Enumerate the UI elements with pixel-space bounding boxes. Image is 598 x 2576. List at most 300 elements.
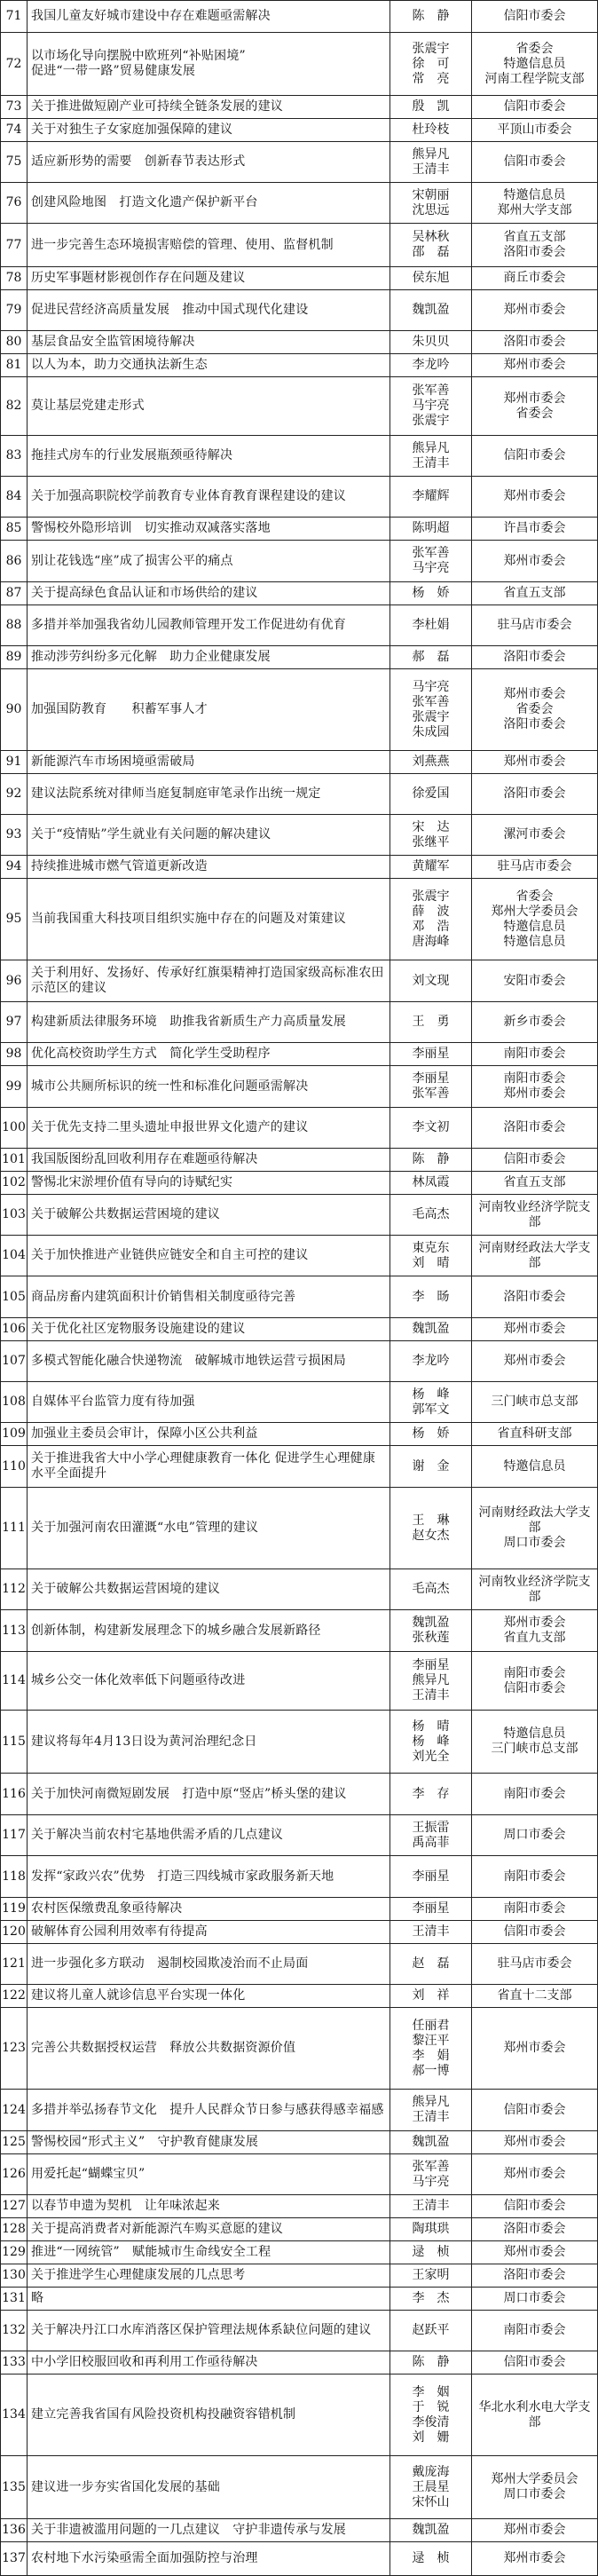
author-names: 王清丰: [390, 1921, 472, 1943]
table-row: [1, 1815, 597, 1856]
row-number: 109: [1, 1423, 28, 1445]
author-unit: 郑州市委会: [503, 2041, 566, 2055]
row-number: 104: [1, 1236, 28, 1276]
table-row: [1, 2542, 597, 2576]
proposal-title: 莫让基层党建走形式: [28, 377, 390, 435]
author-unit: 郑州市委会: [503, 2551, 566, 2565]
table-row: [1, 436, 597, 477]
proposal-title: 中小学旧校服回收和再利用工作亟待解决: [28, 2351, 390, 2374]
row-number: 123: [1, 2008, 28, 2089]
row-number: 81: [1, 354, 28, 376]
author-unit: 南阳市委会 郑州市委会: [503, 1071, 566, 1101]
author-names: 毛高杰: [390, 1195, 472, 1235]
proposal-title: 关于推进做短剧产业可持续全链条发展的建议: [28, 96, 390, 118]
row-number: 78: [1, 267, 28, 289]
proposal-title: 推进“一网统管” 赋能城市生命线安全工程: [28, 2241, 390, 2264]
row-number: 84: [1, 477, 28, 517]
table-row: [1, 1488, 597, 1569]
table-row: [1, 1236, 597, 1276]
author-unit: 河南牧业经济学院支部: [478, 1199, 591, 1229]
row-number: 73: [1, 96, 28, 118]
table-row: [1, 1066, 597, 1108]
proposal-title: 关于加强高职院校学前教育专业体育教育课程建设的建议: [28, 477, 390, 517]
row-number: 122: [1, 1985, 28, 2007]
table-row: [1, 331, 597, 354]
table-row: [1, 1610, 597, 1652]
author-unit: 省直十二支部: [497, 1988, 572, 2003]
row-number: 129: [1, 2241, 28, 2264]
author-names: 张震宇 薛 波 邓 浩 唐海峰: [390, 879, 472, 960]
row-number: 118: [1, 1856, 28, 1897]
row-number: 126: [1, 2154, 28, 2194]
proposal-title: 建议将每年4月13日设为黄河治理纪念日: [28, 1711, 390, 1773]
table-row: [1, 879, 597, 960]
author-names: 魏凯盈 张秋莲: [390, 1610, 472, 1651]
author-names: 任丽君 黎汪平 李 娟 郝一博: [390, 2008, 472, 2089]
author-unit: 郑州市委会: [503, 2135, 566, 2149]
author-unit: 信阳市委会: [503, 2355, 566, 2369]
proposal-title: 商品房畜内建筑面积计价销售相关制度亟待完善: [28, 1276, 390, 1317]
author-unit: 洛阳市委会: [503, 1120, 566, 1134]
row-number: 114: [1, 1652, 28, 1710]
row-number: 91: [1, 751, 28, 773]
proposal-title: 完善公共数据授权运营 释放公共数据资源价值: [28, 2008, 390, 2089]
author-names: 陶琪珙: [390, 2218, 472, 2240]
author-unit: 驻马店市委会: [497, 859, 572, 873]
author-unit: 省直五支部: [503, 586, 566, 600]
proposal-title: 关于非遗被滥用问题的一几点建议 守护非遗传承与发展: [28, 2519, 390, 2541]
author-unit: 南阳市委会 信阳市委会: [503, 1665, 566, 1695]
table-row: [1, 354, 597, 377]
author-unit: 郑州市委会: [503, 2245, 566, 2259]
table-row: [1, 1774, 597, 1815]
proposal-title: 警惕校外隐形培训 切实推动双减落实落地: [28, 518, 390, 540]
row-number: 128: [1, 2218, 28, 2240]
proposal-title: 构建新质法律服务环境 助推我省新质生产力高质量发展: [28, 1002, 390, 1042]
author-unit: 郑州市委会: [503, 2167, 566, 2181]
author-unit: 郑州市委会: [503, 553, 566, 568]
author-names: 张震宇 徐 可 常 亮: [390, 33, 472, 95]
row-number: 110: [1, 1446, 28, 1487]
proposal-title: 多模式智能化融合快递物流 破解城市地铁运营亏损困局: [28, 1341, 390, 1381]
proposal-title: 关于加快河南微短剧发展 打造中原“竖店”桥头堡的建议: [28, 1774, 390, 1814]
author-names: 宋 达 张继平: [390, 815, 472, 855]
proposal-title: 略: [28, 2288, 390, 2310]
row-number: 102: [1, 1172, 28, 1194]
author-unit: 省直科研支部: [497, 1426, 572, 1441]
row-number: 121: [1, 1944, 28, 1984]
proposal-title: 建立完善我省国有风险投资机构投融资容错机制: [28, 2375, 390, 2455]
row-number: 135: [1, 2456, 28, 2518]
author-unit: 特邀信息员: [503, 1458, 566, 1474]
table-row: [1, 2218, 597, 2241]
author-names: 宋朝丽 沈思远: [390, 183, 472, 223]
author-names: 魏凯盈: [390, 1318, 472, 1340]
row-number: 111: [1, 1488, 28, 1569]
author-unit: 郑州市委会: [503, 358, 566, 372]
author-unit: 特邀信息员 三门峡市总支部: [491, 1727, 578, 1756]
table-row: [1, 669, 597, 751]
author-names: 林凤霞: [390, 1172, 472, 1194]
row-number: 76: [1, 183, 28, 223]
author-unit: 南阳市委会: [503, 2323, 566, 2337]
author-unit: 洛阳市委会: [503, 2268, 566, 2282]
author-names: 张军善 马宇亮: [390, 2154, 472, 2194]
table-row: [1, 2154, 597, 2195]
author-unit: 信阳市委会: [503, 1152, 566, 1166]
row-number: 132: [1, 2311, 28, 2351]
proposal-title: 关于利用好、发扬好、传承好红旗渠精神打造国家级高标准农田示范区的建议: [28, 960, 390, 1001]
author-names: 陈明超: [390, 518, 472, 540]
table-row: [1, 477, 597, 518]
row-number: 92: [1, 774, 28, 814]
proposal-title: 加强国防教育 积蓄军事人才: [28, 669, 390, 750]
proposal-title: 关于提高绿色食品认证和市场供给的建议: [28, 582, 390, 604]
table-row: [1, 1195, 597, 1236]
table-row: [1, 960, 597, 1002]
author-names: 李 存: [390, 1774, 472, 1814]
table-row: [1, 1921, 597, 1944]
author-unit: 信阳市委会: [503, 2102, 566, 2117]
author-unit: 洛阳市委会: [503, 650, 566, 664]
proposal-title: 用爱托起“蝴蝶宝贝”: [28, 2154, 390, 2194]
row-number: 100: [1, 1108, 28, 1148]
row-number: 105: [1, 1276, 28, 1317]
table-row: [1, 1318, 597, 1341]
proposal-title: 关于优化社区宠物服务设施建设的建议: [28, 1318, 390, 1340]
table-row: [1, 1172, 597, 1195]
proposal-title: 促进民营经济高质量发展 推动中国式现代化建设: [28, 290, 390, 330]
proposal-title: 建议法院系统对律师当庭复制庭审笔录作出统一规定: [28, 774, 390, 814]
table-row: [1, 774, 597, 815]
table-row: [1, 142, 597, 183]
author-names: 王 琳 赵女杰: [390, 1488, 472, 1569]
author-unit: 信阳市委会: [503, 448, 566, 462]
proposal-title: 新能源汽车市场困境亟需破局: [28, 751, 390, 773]
author-names: 杨 娇: [390, 582, 472, 604]
author-unit: 洛阳市委会: [503, 1289, 566, 1304]
author-names: 李丽星: [390, 1898, 472, 1920]
author-names: 赵 磊: [390, 1944, 472, 1984]
proposal-title: 加强业主委员会审计，保障小区公共利益: [28, 1423, 390, 1445]
author-unit: 郑州大学委员会 周口市委会: [491, 2472, 578, 2501]
author-names: 黄耀军: [390, 856, 472, 878]
table-row: [1, 2131, 597, 2154]
proposal-title: 关于对独生子女家庭加强保障的建议: [28, 119, 390, 141]
author-names: 徐爱国: [390, 774, 472, 814]
author-names: 侯东旭: [390, 267, 472, 289]
row-number: 83: [1, 436, 28, 476]
table-row: [1, 1, 597, 33]
proposal-title: 农村医保缴费乱象亟待解决: [28, 1898, 390, 1920]
proposal-title: 进一步完善生态环境损害赔偿的管理、使用、监督机制: [28, 224, 390, 266]
author-unit: 洛阳市委会: [503, 335, 566, 349]
row-number: 127: [1, 2195, 28, 2217]
row-number: 97: [1, 1002, 28, 1042]
proposal-title: 优化高校资助学生方式 简化学生受助程序: [28, 1043, 390, 1065]
author-unit: 南阳市委会: [503, 1901, 566, 1916]
table-row: [1, 2008, 597, 2090]
author-names: 李丽星: [390, 1043, 472, 1065]
author-names: 魏凯盈: [390, 2519, 472, 2541]
table-row: [1, 2519, 597, 2542]
row-number: 94: [1, 856, 28, 878]
row-number: 98: [1, 1043, 28, 1065]
row-number: 113: [1, 1610, 28, 1651]
row-number: 137: [1, 2542, 28, 2575]
author-unit: 信阳市委会: [503, 99, 566, 114]
row-number: 77: [1, 224, 28, 266]
author-names: 郝 磊: [390, 646, 472, 668]
table-row: [1, 2241, 597, 2264]
proposal-title: 城乡公交一体化效率低下问题亟待改进: [28, 1652, 390, 1710]
proposal-title: 基层食品安全监管困境待解决: [28, 331, 390, 353]
row-number: 124: [1, 2090, 28, 2130]
table-row: [1, 751, 597, 774]
author-names: 逯 桢: [390, 2241, 472, 2264]
row-number: 99: [1, 1066, 28, 1107]
proposal-title: 关于解决丹江口水库消落区保护管理法规体系缺位问题的建议: [28, 2311, 390, 2351]
proposal-title: 适应新形势的需要 创新春节表达形式: [28, 142, 390, 182]
author-unit: 省委会 特邀信息员 河南工程学院支部: [484, 41, 585, 86]
proposal-title: 破解体育公园利用效率有待提高: [28, 1921, 390, 1943]
author-unit: 郑州市委会 省直九支部: [503, 1616, 566, 1645]
author-names: 戴庞海 王晨星 宋怀山: [390, 2456, 472, 2518]
table-row: [1, 1652, 597, 1711]
table-row: [1, 1043, 597, 1066]
author-names: 杜玲枝: [390, 119, 472, 141]
author-unit: 周口市委会: [503, 1828, 566, 1842]
table-row: [1, 856, 597, 879]
proposal-title: 多措并举加强我省幼儿园教师管理开发工作促进幼有优育: [28, 605, 390, 645]
row-number: 108: [1, 1382, 28, 1422]
proposal-title: 持续推进城市燃气管道更新改造: [28, 856, 390, 878]
table-row: [1, 1569, 597, 1610]
proposal-title: 我国儿童友好城市建设中存在难题亟需解决: [28, 1, 390, 32]
proposal-title: 推动涉劳纠纷多元化解 助力企业健康发展: [28, 646, 390, 668]
row-number: 86: [1, 541, 28, 581]
author-names: 熊异凡 王清丰: [390, 142, 472, 182]
proposal-title: 自媒体平台监管力度有待加强: [28, 1382, 390, 1422]
table-row: [1, 119, 597, 142]
row-number: 115: [1, 1711, 28, 1773]
table-row: [1, 2288, 597, 2311]
proposal-title: 关于推进我省大中小学心理健康教育一体化 促进学生心理健康水平全面提升: [28, 1446, 390, 1487]
author-unit: 三门峡市总支部: [491, 1395, 578, 1409]
author-names: 殷 凯: [390, 96, 472, 118]
table-row: [1, 267, 597, 290]
author-names: 谢 金: [390, 1446, 472, 1487]
author-unit: 南阳市委会: [503, 1786, 566, 1801]
author-unit: 商丘市委会: [503, 271, 566, 285]
row-number: 133: [1, 2351, 28, 2374]
author-names: 李耀辉: [390, 477, 472, 517]
author-unit: 信阳市委会: [503, 2199, 566, 2213]
table-row: [1, 2456, 597, 2519]
author-unit: 郑州市委会 省委会: [503, 391, 566, 421]
author-unit: 平顶山市委会: [497, 122, 572, 137]
proposal-title: 关于破解公共数据运营困境的建议: [28, 1569, 390, 1609]
author-unit: 河南牧业经济学院支部: [478, 1574, 591, 1604]
table-row: [1, 646, 597, 669]
author-names: 王家明: [390, 2264, 472, 2287]
row-number: 116: [1, 1774, 28, 1814]
author-unit: 郑州市委会: [503, 303, 566, 317]
author-names: 魏凯盈: [390, 2131, 472, 2153]
proposal-title: 关于加强河南农田灌溉“水电”管理的建议: [28, 1488, 390, 1569]
author-unit: 郑州市委会: [503, 2523, 566, 2537]
author-names: 李丽星: [390, 1856, 472, 1897]
proposal-title: 我国版图纷乱回收利用存在难题亟待解决: [28, 1149, 390, 1171]
row-number: 71: [1, 1, 28, 32]
table-row: [1, 183, 597, 224]
proposal-title: 以人为本，助力交通执法新生态: [28, 354, 390, 376]
author-names: 吴林秋 邵 磊: [390, 224, 472, 266]
row-number: 72: [1, 33, 28, 95]
author-names: 王振雷 禹高菲: [390, 1815, 472, 1855]
table-row: [1, 1002, 597, 1043]
author-unit: 驻马店市委会: [497, 1956, 572, 1971]
author-names: 刘文现: [390, 960, 472, 1001]
author-names: 朱贝贝: [390, 331, 472, 353]
proposal-title: 建议将儿童人就诊信息平台实现一体化: [28, 1985, 390, 2007]
proposal-title: 城市公共厕所标识的统一性和标准化问题亟需解决: [28, 1066, 390, 1107]
author-unit: 南阳市委会: [503, 1869, 566, 1884]
table-row: [1, 2375, 597, 2456]
author-unit: 郑州市委会: [503, 489, 566, 503]
table-row: [1, 377, 597, 436]
author-names: 杨 晴 杨 峰 刘光全: [390, 1711, 472, 1773]
author-unit: 洛阳市委会: [503, 786, 566, 801]
proposal-title: 多措并举弘扬春节文化 提升人民群众节日参与感获得感幸福感: [28, 2090, 390, 2130]
author-unit: 周口市委会: [503, 2291, 566, 2305]
author-names: 杨 娇: [390, 1423, 472, 1445]
proposal-title: 以市场化导向摆脱中欧班列“补贴困境” 促进“一带一路”贸易健康发展: [28, 33, 390, 95]
author-names: 李丽星 熊异凡 王清丰: [390, 1652, 472, 1710]
author-names: 王清丰: [390, 2195, 472, 2217]
proposal-title: 拖挂式房车的行业发展瓶颈亟待解决: [28, 436, 390, 476]
table-row: [1, 518, 597, 541]
row-number: 112: [1, 1569, 28, 1609]
author-unit: 信阳市委会: [503, 154, 566, 169]
author-names: 刘燕燕: [390, 751, 472, 773]
table-row: [1, 582, 597, 605]
table-row: [1, 1382, 597, 1423]
table-row: [1, 96, 597, 119]
author-unit: 华北水利水电大学支部: [478, 2399, 591, 2430]
author-names: 赵跃平: [390, 2311, 472, 2351]
table-row: [1, 2351, 597, 2375]
author-names: 熊异凡 王清丰: [390, 2090, 472, 2130]
table-row: [1, 541, 597, 582]
proposal-title: 关于加快推进产业链供应链安全和自主可控的建议: [28, 1236, 390, 1276]
author-unit: 郑州市委会: [503, 1354, 566, 1368]
table-row: [1, 1423, 597, 1446]
row-number: 101: [1, 1149, 28, 1171]
row-number: 90: [1, 669, 28, 750]
author-names: 刘 祥: [390, 1985, 472, 2007]
table-row: [1, 605, 597, 646]
proposal-title: 建议进一步夯实省国化发展的基础: [28, 2456, 390, 2518]
table-row: [1, 2195, 597, 2218]
author-names: 魏凯盈: [390, 290, 472, 330]
author-unit: 安阳市委会: [503, 973, 566, 988]
author-unit: 信阳市委会: [503, 1924, 566, 1939]
row-number: 80: [1, 331, 28, 353]
author-unit: 省委会 郑州大学委员会 特邀信息员 特邀信息员: [491, 889, 578, 949]
author-unit: 特邀信息员 郑州大学支部: [497, 187, 572, 217]
proposal-title: 进一步强化多方联动 遏制校园欺凌治而不止局面: [28, 1944, 390, 1984]
table-row: [1, 1341, 597, 1382]
row-number: 88: [1, 605, 28, 645]
table-row: [1, 2090, 597, 2131]
proposal-title: 关于提高消费者对新能源汽车购买意愿的建议: [28, 2218, 390, 2240]
proposal-title: 警惕校园“形式主义” 守护教育健康发展: [28, 2131, 390, 2153]
proposal-title: 历史军事题材影视创作存在问题及建议: [28, 267, 390, 289]
author-names: 逯 桢: [390, 2542, 472, 2575]
author-names: 杨 峰 郭军文: [390, 1382, 472, 1422]
author-unit: 漯河市委会: [503, 827, 566, 842]
row-number: 134: [1, 2375, 28, 2455]
row-number: 106: [1, 1318, 28, 1340]
table-row: [1, 1276, 597, 1318]
table-row: [1, 1856, 597, 1898]
row-number: 107: [1, 1341, 28, 1381]
author-names: 毛高杰: [390, 1569, 472, 1609]
row-number: 82: [1, 377, 28, 435]
proposal-title: 关于推进学生心理健康发展的几点思考: [28, 2264, 390, 2287]
proposal-title: 发挥“家政兴农”优势 打造三四线城市家政服务新天地: [28, 1856, 390, 1897]
table-row: [1, 1149, 597, 1172]
author-unit: 驻马店市委会: [497, 618, 572, 632]
author-names: 東克东 刘 晴: [390, 1236, 472, 1276]
row-number: 93: [1, 815, 28, 855]
author-names: 李文初: [390, 1108, 472, 1148]
row-number: 74: [1, 119, 28, 141]
author-unit: 河南财经政法大学支部 周口市委会: [478, 1505, 591, 1550]
table-row: [1, 1985, 597, 2008]
author-names: 马宇亮 张军善 张震宇 朱成园: [390, 669, 472, 750]
table-row: [1, 1446, 597, 1488]
table-row: [1, 2311, 597, 2351]
row-number: 96: [1, 960, 28, 1001]
row-number: 75: [1, 142, 28, 182]
proposal-title: 农村地下水污染亟需全面加强防控与治理: [28, 2542, 390, 2575]
proposal-title: 警惕北宋淤埋价值有导向的诗赋纪实: [28, 1172, 390, 1194]
proposal-title: 关于“疫情贴”学生就业有关问题的解决建议: [28, 815, 390, 855]
table-row: [1, 1711, 597, 1774]
row-number: 131: [1, 2288, 28, 2310]
author-unit: 许昌市委会: [503, 521, 566, 535]
proposal-title: 创建风险地图 打造文化遗产保护新平台: [28, 183, 390, 223]
row-number: 136: [1, 2519, 28, 2541]
row-number: 120: [1, 1921, 28, 1943]
author-unit: 新乡市委会: [503, 1015, 566, 1029]
table-row: [1, 815, 597, 856]
author-names: 陈 静: [390, 1149, 472, 1171]
row-number: 103: [1, 1195, 28, 1235]
table-row: [1, 224, 597, 267]
author-names: 陈 静: [390, 2351, 472, 2374]
proposal-title: 当前我国重大科技项目组织实施中存在的问题及对策建议: [28, 879, 390, 960]
table-row: [1, 1898, 597, 1921]
row-number: 119: [1, 1898, 28, 1920]
author-names: 李 旸: [390, 1276, 472, 1317]
row-number: 89: [1, 646, 28, 668]
table-row: [1, 1108, 597, 1149]
author-names: 李 杰: [390, 2288, 472, 2310]
author-names: 张军善 马宇亮 张震宇: [390, 377, 472, 435]
